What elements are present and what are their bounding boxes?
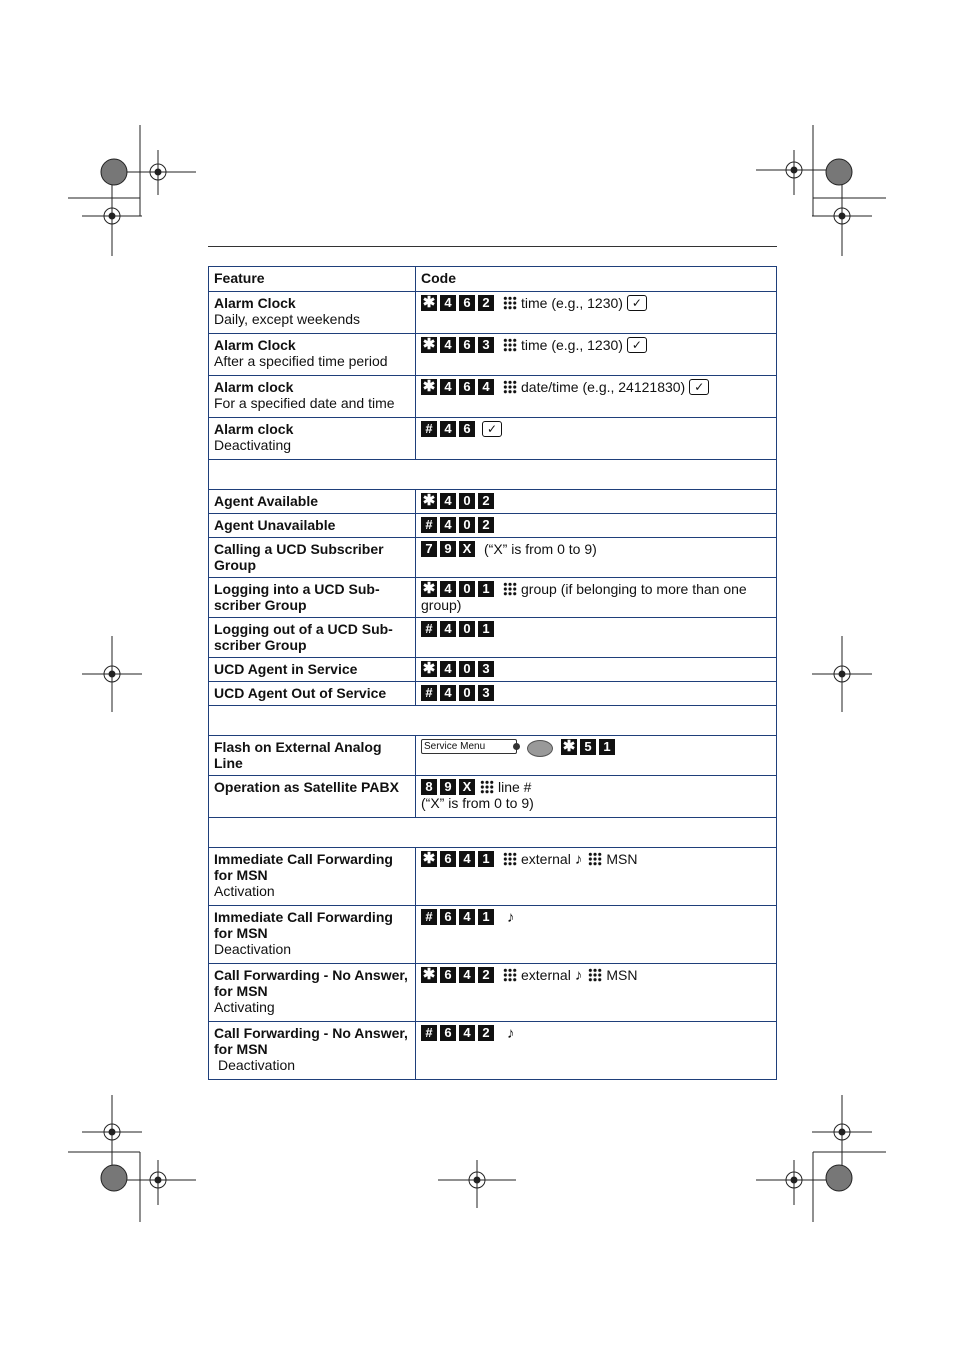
digit-key: 4 <box>440 295 456 311</box>
hash-key-icon: # <box>421 909 437 925</box>
digit-key: 1 <box>478 581 494 597</box>
table-row <box>209 776 777 818</box>
digit-key: 6 <box>440 851 456 867</box>
star-key-icon: ✱ <box>422 294 436 311</box>
code-text: (“X” is from 0 to 9) <box>484 541 597 557</box>
digit-key: 4 <box>440 621 456 637</box>
feature-sub: Activation <box>214 883 275 899</box>
digit-key: 9 <box>440 541 456 557</box>
digit-key: 2 <box>478 967 494 983</box>
star-key-icon: ✱ <box>422 850 436 867</box>
code-text: MSN <box>606 967 638 983</box>
music-note-icon: ♪ <box>507 1025 515 1042</box>
digit-key: 4 <box>459 967 475 983</box>
hash-key-icon: # <box>421 685 437 701</box>
table-row <box>209 418 777 460</box>
digit-key: 4 <box>459 909 475 925</box>
section-divider-row <box>209 460 777 490</box>
section-divider-row <box>209 706 777 736</box>
digit-key: 6 <box>440 909 456 925</box>
feature-name: Logging into a UCD Sub-scriber Group <box>214 581 380 613</box>
keypad-icon <box>503 338 517 352</box>
feature-name: Alarm clock <box>214 421 294 437</box>
code-cell <box>416 906 777 964</box>
star-key-icon: ✱ <box>422 492 436 509</box>
code-text: external <box>521 967 571 983</box>
star-key-icon: ✱ <box>422 580 436 597</box>
feature-name: Call Forwarding - No Answer, for MSN <box>214 967 408 999</box>
digit-key: 4 <box>478 379 494 395</box>
digit-key: 0 <box>459 661 475 677</box>
keypad-icon <box>588 852 602 866</box>
feature-sub: Activating <box>214 999 275 1015</box>
digit-key: 6 <box>459 421 475 437</box>
feature-name: Alarm Clock <box>214 337 296 353</box>
digit-key: 4 <box>440 421 456 437</box>
code-cell <box>416 848 777 906</box>
header-rule <box>208 246 777 247</box>
digit-key: 2 <box>478 295 494 311</box>
digit-key: 6 <box>440 1025 456 1041</box>
digit-key: 2 <box>478 493 494 509</box>
hash-key-icon: # <box>421 517 437 533</box>
digit-key: 0 <box>459 621 475 637</box>
code-cell <box>416 376 777 418</box>
digit-key: 3 <box>478 661 494 677</box>
digit-key: 4 <box>440 493 456 509</box>
hash-key-icon: # <box>421 421 437 437</box>
code-cell <box>416 538 777 578</box>
table-row <box>209 514 777 538</box>
music-note-icon: ♪ <box>574 967 583 984</box>
digit-key: X <box>459 541 475 557</box>
feature-name: Operation as Satellite PABX <box>214 779 399 795</box>
feature-sub: Deactivating <box>214 437 292 453</box>
digit-key: 5 <box>580 739 596 755</box>
digit-key: 3 <box>478 685 494 701</box>
code-column-header: Code <box>416 267 777 292</box>
digit-key: 0 <box>459 517 475 533</box>
digit-key: 1 <box>478 909 494 925</box>
table-row <box>209 618 777 658</box>
digit-key: 0 <box>459 581 475 597</box>
code-note: (“X” is from 0 to 9) <box>421 795 534 811</box>
table-row <box>209 490 777 514</box>
feature-name: Agent Available <box>214 493 318 509</box>
digit-key: 0 <box>459 685 475 701</box>
code-text: date/time (e.g., 24121830) <box>521 379 686 395</box>
table-row <box>209 848 777 906</box>
keypad-icon <box>503 296 517 310</box>
star-key-icon: ✱ <box>422 336 436 353</box>
table-row <box>209 334 777 376</box>
code-cell <box>416 334 777 376</box>
code-cell <box>416 964 777 1022</box>
keypad-icon <box>588 968 602 982</box>
table-row <box>209 376 777 418</box>
feature-name: Agent Unavailable <box>214 517 336 533</box>
feature-name: Alarm clock <box>214 379 294 395</box>
digit-key: 1 <box>478 621 494 637</box>
digit-key: 4 <box>459 1025 475 1041</box>
code-cell <box>416 578 777 618</box>
code-cell <box>416 490 777 514</box>
feature-sub: Daily, except weekends <box>214 311 361 327</box>
oval-key-icon <box>527 740 553 757</box>
service-menu-button: Service Menu <box>421 739 517 754</box>
feature-name: Logging out of a UCD Sub-scriber Group <box>214 621 393 653</box>
digit-key: 4 <box>440 685 456 701</box>
table-row <box>209 682 777 706</box>
code-text: external <box>521 851 571 867</box>
digit-key: 4 <box>440 517 456 533</box>
feature-name: Alarm Clock <box>214 295 296 311</box>
confirm-check-icon: ✓ <box>627 337 647 353</box>
digit-key: 1 <box>599 739 615 755</box>
music-note-icon: ♪ <box>507 909 515 926</box>
feature-sub: Deactivation <box>218 1057 296 1073</box>
table-row <box>209 292 777 334</box>
feature-name: Call Forwarding - No Answer, for MSN <box>214 1025 408 1057</box>
digit-key: 6 <box>440 967 456 983</box>
keypad-icon <box>503 968 517 982</box>
feature-name: Calling a UCD Subscriber Group <box>214 541 384 573</box>
confirm-check-icon: ✓ <box>627 295 647 311</box>
feature-name: Flash on External Analog Line <box>214 739 382 771</box>
table-row <box>209 1022 777 1080</box>
digit-key: X <box>459 779 475 795</box>
star-key-icon: ✱ <box>562 738 576 755</box>
table-row <box>209 538 777 578</box>
digit-key: 4 <box>440 337 456 353</box>
digit-key: 1 <box>478 851 494 867</box>
music-note-icon: ♪ <box>574 851 583 868</box>
digit-key: 7 <box>421 541 437 557</box>
code-cell <box>416 514 777 538</box>
keypad-icon <box>503 380 517 394</box>
digit-key: 6 <box>459 337 475 353</box>
feature-name: Immediate Call Forwarding for MSN <box>214 851 393 883</box>
table-row <box>209 906 777 964</box>
digit-key: 4 <box>440 379 456 395</box>
code-text: MSN <box>606 851 638 867</box>
table-row <box>209 578 777 618</box>
code-cell <box>416 418 777 460</box>
code-cell <box>416 682 777 706</box>
star-key-icon: ✱ <box>422 660 436 677</box>
code-text: group (if belonging to more than one group) <box>421 581 747 613</box>
digit-key: 8 <box>421 779 437 795</box>
digit-key: 6 <box>459 295 475 311</box>
code-cell <box>416 776 777 818</box>
code-cell <box>416 1022 777 1080</box>
hash-key-icon: # <box>421 1025 437 1041</box>
keypad-icon <box>503 582 517 596</box>
feature-sub: For a specified date and time <box>214 395 395 411</box>
feature-sub: Deactivation <box>214 941 292 957</box>
feature-name: UCD Agent in Service <box>214 661 358 677</box>
code-cell <box>416 658 777 682</box>
digit-key: 4 <box>440 661 456 677</box>
feature-code-table <box>208 266 777 1080</box>
section-divider-row <box>209 818 777 848</box>
code-cell <box>416 736 777 776</box>
digit-key: 4 <box>440 581 456 597</box>
keypad-icon <box>480 780 494 794</box>
table-header-row <box>209 267 777 292</box>
star-key-icon: ✱ <box>422 378 436 395</box>
feature-name: UCD Agent Out of Service <box>214 685 387 701</box>
star-key-icon: ✱ <box>422 966 436 983</box>
confirm-check-icon: ✓ <box>689 379 709 395</box>
feature-sub: After a specified time period <box>214 353 388 369</box>
table-row <box>209 658 777 682</box>
digit-key: 3 <box>478 337 494 353</box>
digit-key: 2 <box>478 1025 494 1041</box>
code-text: time (e.g., 1230) <box>521 295 623 311</box>
confirm-check-icon: ✓ <box>482 421 502 437</box>
feature-column-header: Feature <box>209 267 416 292</box>
code-cell <box>416 618 777 658</box>
code-cell <box>416 292 777 334</box>
digit-key: 0 <box>459 493 475 509</box>
feature-name: Immediate Call Forwarding for MSN <box>214 909 393 941</box>
hash-key-icon: # <box>421 621 437 637</box>
table-row <box>209 964 777 1022</box>
digit-key: 6 <box>459 379 475 395</box>
digit-key: 2 <box>478 517 494 533</box>
code-text: line # <box>498 779 532 795</box>
keypad-icon <box>503 852 517 866</box>
table-row <box>209 736 777 776</box>
digit-key: 9 <box>440 779 456 795</box>
code-text: time (e.g., 1230) <box>521 337 623 353</box>
digit-key: 4 <box>459 851 475 867</box>
